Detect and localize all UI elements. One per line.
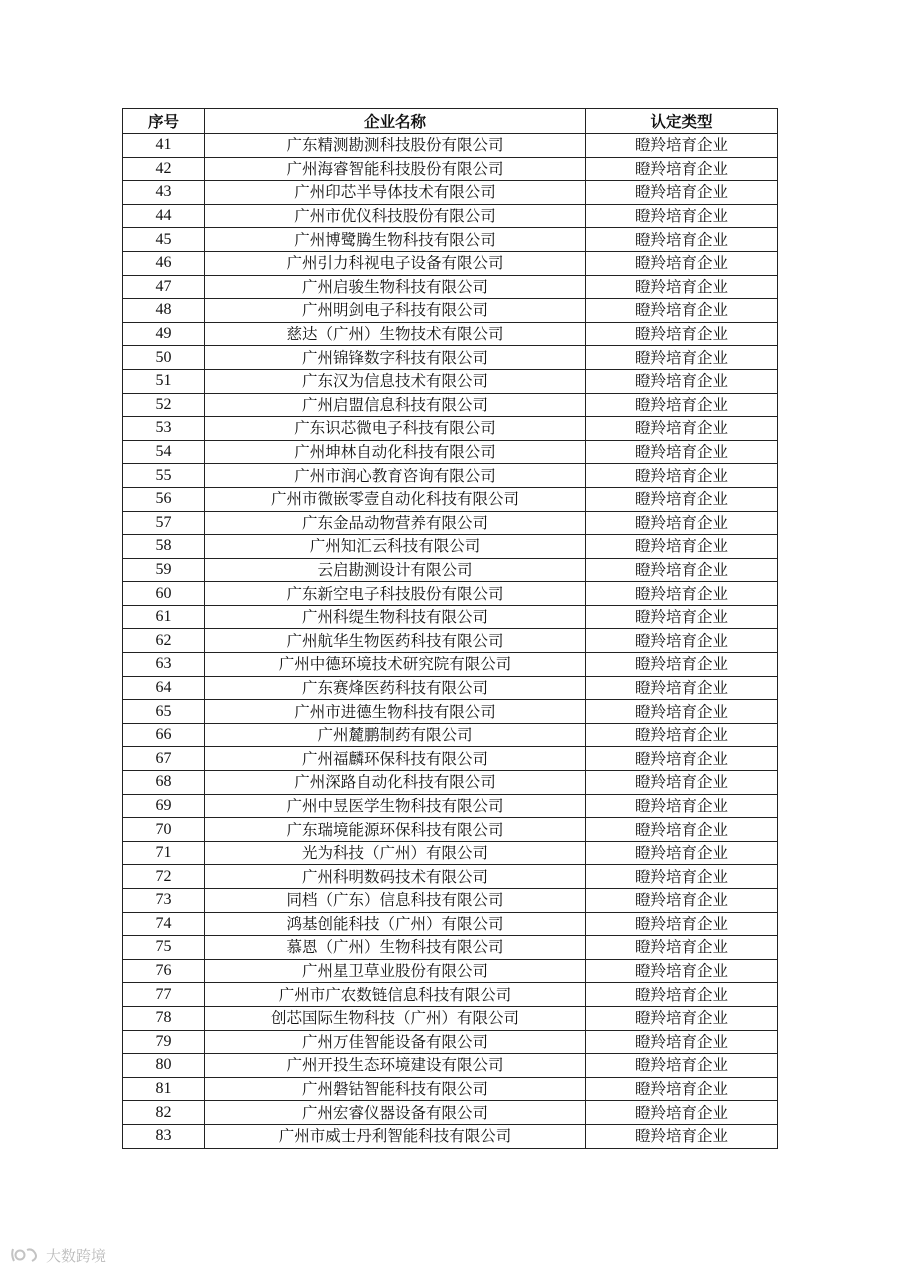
- row-certification-type: 瞪羚培育企业: [586, 605, 778, 629]
- row-company-name: 慈达（广州）生物技术有限公司: [205, 322, 586, 346]
- table-row: [123, 1077, 778, 1101]
- row-company-name: 广州深路自动化科技有限公司: [205, 771, 586, 795]
- row-serial: 51: [123, 369, 205, 393]
- row-serial: 68: [123, 771, 205, 795]
- header-certification-type: 认定类型: [586, 109, 778, 134]
- table-row: [123, 346, 778, 370]
- row-serial: 73: [123, 889, 205, 913]
- row-certification-type: 瞪羚培育企业: [586, 841, 778, 865]
- row-serial: 43: [123, 181, 205, 205]
- row-serial: 61: [123, 605, 205, 629]
- row-company-name: 广州开投生态环境建设有限公司: [205, 1054, 586, 1078]
- table-row: [123, 1101, 778, 1125]
- row-serial: 55: [123, 464, 205, 488]
- row-serial: 49: [123, 322, 205, 346]
- row-serial: 60: [123, 582, 205, 606]
- header-row: [123, 109, 778, 134]
- row-certification-type: 瞪羚培育企业: [586, 676, 778, 700]
- row-serial: 54: [123, 440, 205, 464]
- table-row: [123, 818, 778, 842]
- row-serial: 64: [123, 676, 205, 700]
- table-row: [123, 771, 778, 795]
- row-serial: 48: [123, 299, 205, 323]
- row-company-name: 广州知汇云科技有限公司: [205, 535, 586, 559]
- table-row: [123, 865, 778, 889]
- row-certification-type: 瞪羚培育企业: [586, 464, 778, 488]
- row-company-name: 广州坤林自动化科技有限公司: [205, 440, 586, 464]
- table-row: [123, 1006, 778, 1030]
- row-company-name: 创芯国际生物科技（广州）有限公司: [205, 1006, 586, 1030]
- row-serial: 75: [123, 936, 205, 960]
- row-certification-type: 瞪羚培育企业: [586, 181, 778, 205]
- row-serial: 47: [123, 275, 205, 299]
- row-serial: 72: [123, 865, 205, 889]
- row-company-name: 广州引力科视电子设备有限公司: [205, 251, 586, 275]
- row-serial: 71: [123, 841, 205, 865]
- table-row: [123, 181, 778, 205]
- row-serial: 77: [123, 983, 205, 1007]
- row-company-name: 广州启骏生物科技有限公司: [205, 275, 586, 299]
- row-serial: 83: [123, 1124, 205, 1148]
- table-row: [123, 676, 778, 700]
- row-certification-type: 瞪羚培育企业: [586, 204, 778, 228]
- row-serial: 46: [123, 251, 205, 275]
- row-company-name: 广东精测勘测科技股份有限公司: [205, 134, 586, 158]
- table-row: [123, 582, 778, 606]
- table-row: [123, 393, 778, 417]
- row-company-name: 云启勘测设计有限公司: [205, 558, 586, 582]
- row-serial: 59: [123, 558, 205, 582]
- row-company-name: 广州市威士丹利智能科技有限公司: [205, 1124, 586, 1148]
- row-certification-type: 瞪羚培育企业: [586, 794, 778, 818]
- brand-logo-icon: [10, 1246, 40, 1264]
- row-company-name: 广州锦锋数字科技有限公司: [205, 346, 586, 370]
- table-row: [123, 417, 778, 441]
- table-row: [123, 440, 778, 464]
- row-serial: 53: [123, 417, 205, 441]
- row-serial: 62: [123, 629, 205, 653]
- row-company-name: 广东赛烽医药科技有限公司: [205, 676, 586, 700]
- row-company-name: 鸿基创能科技（广州）有限公司: [205, 912, 586, 936]
- table-row: [123, 653, 778, 677]
- table-row: [123, 157, 778, 181]
- row-certification-type: 瞪羚培育企业: [586, 959, 778, 983]
- row-serial: 80: [123, 1054, 205, 1078]
- table-row: [123, 794, 778, 818]
- row-certification-type: 瞪羚培育企业: [586, 1101, 778, 1125]
- table-row: [123, 487, 778, 511]
- row-certification-type: 瞪羚培育企业: [586, 1006, 778, 1030]
- row-company-name: 广东金品动物营养有限公司: [205, 511, 586, 535]
- row-serial: 52: [123, 393, 205, 417]
- row-certification-type: 瞪羚培育企业: [586, 299, 778, 323]
- table-row: [123, 1030, 778, 1054]
- row-company-name: 广州科明数码技术有限公司: [205, 865, 586, 889]
- row-company-name: 广州启盟信息科技有限公司: [205, 393, 586, 417]
- row-serial: 79: [123, 1030, 205, 1054]
- row-certification-type: 瞪羚培育企业: [586, 228, 778, 252]
- row-company-name: 广东汉为信息技术有限公司: [205, 369, 586, 393]
- header-company-name: 企业名称: [205, 109, 586, 134]
- row-certification-type: 瞪羚培育企业: [586, 134, 778, 158]
- row-company-name: 广州万佳智能设备有限公司: [205, 1030, 586, 1054]
- row-certification-type: 瞪羚培育企业: [586, 535, 778, 559]
- row-serial: 42: [123, 157, 205, 181]
- table-body: [123, 134, 778, 1149]
- table-row: [123, 535, 778, 559]
- row-certification-type: 瞪羚培育企业: [586, 889, 778, 913]
- table-row: [123, 511, 778, 535]
- table-row: [123, 700, 778, 724]
- row-certification-type: 瞪羚培育企业: [586, 747, 778, 771]
- table-row: [123, 275, 778, 299]
- row-serial: 57: [123, 511, 205, 535]
- table-row: [123, 889, 778, 913]
- row-certification-type: 瞪羚培育企业: [586, 346, 778, 370]
- row-serial: 63: [123, 653, 205, 677]
- row-serial: 70: [123, 818, 205, 842]
- row-company-name: 广东新空电子科技股份有限公司: [205, 582, 586, 606]
- row-company-name: 广州明剑电子科技有限公司: [205, 299, 586, 323]
- row-company-name: 广州磐钴智能科技有限公司: [205, 1077, 586, 1101]
- row-serial: 41: [123, 134, 205, 158]
- table-row: [123, 464, 778, 488]
- row-certification-type: 瞪羚培育企业: [586, 322, 778, 346]
- watermark: [10, 1244, 106, 1266]
- row-serial: 81: [123, 1077, 205, 1101]
- header-serial: 序号: [123, 109, 205, 134]
- table-row: [123, 629, 778, 653]
- row-serial: 74: [123, 912, 205, 936]
- row-company-name: 广州市润心教育咨询有限公司: [205, 464, 586, 488]
- table-row: [123, 723, 778, 747]
- row-certification-type: 瞪羚培育企业: [586, 936, 778, 960]
- row-certification-type: 瞪羚培育企业: [586, 487, 778, 511]
- row-company-name: 广州印芯半导体技术有限公司: [205, 181, 586, 205]
- row-company-name: 广东识芯微电子科技有限公司: [205, 417, 586, 441]
- row-certification-type: 瞪羚培育企业: [586, 1054, 778, 1078]
- table-row: [123, 251, 778, 275]
- table-row: [123, 983, 778, 1007]
- row-company-name: 广州市进德生物科技有限公司: [205, 700, 586, 724]
- row-company-name: 慕恩（广州）生物科技有限公司: [205, 936, 586, 960]
- row-serial: 44: [123, 204, 205, 228]
- row-serial: 76: [123, 959, 205, 983]
- watermark-text: 大数跨境: [46, 1246, 107, 1265]
- row-certification-type: 瞪羚培育企业: [586, 912, 778, 936]
- row-serial: 78: [123, 1006, 205, 1030]
- table-row: [123, 369, 778, 393]
- table-row: [123, 299, 778, 323]
- row-company-name: 广州航华生物医药科技有限公司: [205, 629, 586, 653]
- row-certification-type: 瞪羚培育企业: [586, 629, 778, 653]
- row-company-name: 广州宏睿仪器设备有限公司: [205, 1101, 586, 1125]
- row-company-name: 广州麓鹏制药有限公司: [205, 723, 586, 747]
- table-row: [123, 1124, 778, 1148]
- row-certification-type: 瞪羚培育企业: [586, 393, 778, 417]
- row-certification-type: 瞪羚培育企业: [586, 157, 778, 181]
- row-company-name: 广州市广农数链信息科技有限公司: [205, 983, 586, 1007]
- row-serial: 58: [123, 535, 205, 559]
- row-serial: 66: [123, 723, 205, 747]
- table-row: [123, 841, 778, 865]
- row-certification-type: 瞪羚培育企业: [586, 983, 778, 1007]
- table-header: [123, 109, 778, 134]
- row-serial: 56: [123, 487, 205, 511]
- row-serial: 65: [123, 700, 205, 724]
- row-serial: 69: [123, 794, 205, 818]
- row-company-name: 广州博鹭腾生物科技有限公司: [205, 228, 586, 252]
- row-company-name: 广州科缇生物科技有限公司: [205, 605, 586, 629]
- row-certification-type: 瞪羚培育企业: [586, 275, 778, 299]
- table-row: [123, 322, 778, 346]
- table-row: [123, 912, 778, 936]
- row-certification-type: 瞪羚培育企业: [586, 653, 778, 677]
- table-row: [123, 558, 778, 582]
- table-row: [123, 959, 778, 983]
- table-row: [123, 936, 778, 960]
- table-row: [123, 1054, 778, 1078]
- row-serial: 67: [123, 747, 205, 771]
- table-row: [123, 605, 778, 629]
- row-company-name: 广东瑞境能源环保科技有限公司: [205, 818, 586, 842]
- row-serial: 45: [123, 228, 205, 252]
- row-certification-type: 瞪羚培育企业: [586, 582, 778, 606]
- row-certification-type: 瞪羚培育企业: [586, 369, 778, 393]
- row-certification-type: 瞪羚培育企业: [586, 1077, 778, 1101]
- row-certification-type: 瞪羚培育企业: [586, 865, 778, 889]
- row-certification-type: 瞪羚培育企业: [586, 771, 778, 795]
- row-company-name: 光为科技（广州）有限公司: [205, 841, 586, 865]
- row-certification-type: 瞪羚培育企业: [586, 700, 778, 724]
- table-row: [123, 134, 778, 158]
- row-company-name: 广州市微嵌零壹自动化科技有限公司: [205, 487, 586, 511]
- table-row: [123, 228, 778, 252]
- company-table: [122, 108, 778, 1149]
- row-company-name: 广州中昱医学生物科技有限公司: [205, 794, 586, 818]
- company-table-container: [122, 108, 777, 1149]
- row-certification-type: 瞪羚培育企业: [586, 1030, 778, 1054]
- row-company-name: 广州中德环境技术研究院有限公司: [205, 653, 586, 677]
- row-serial: 82: [123, 1101, 205, 1125]
- row-certification-type: 瞪羚培育企业: [586, 440, 778, 464]
- row-serial: 50: [123, 346, 205, 370]
- row-company-name: 广州星卫草业股份有限公司: [205, 959, 586, 983]
- row-certification-type: 瞪羚培育企业: [586, 723, 778, 747]
- row-company-name: 广州市优仪科技股份有限公司: [205, 204, 586, 228]
- row-certification-type: 瞪羚培育企业: [586, 251, 778, 275]
- row-certification-type: 瞪羚培育企业: [586, 417, 778, 441]
- row-certification-type: 瞪羚培育企业: [586, 1124, 778, 1148]
- row-certification-type: 瞪羚培育企业: [586, 558, 778, 582]
- row-company-name: 广州海睿智能科技股份有限公司: [205, 157, 586, 181]
- row-company-name: 同档（广东）信息科技有限公司: [205, 889, 586, 913]
- table-row: [123, 204, 778, 228]
- row-certification-type: 瞪羚培育企业: [586, 818, 778, 842]
- row-company-name: 广州福麟环保科技有限公司: [205, 747, 586, 771]
- table-row: [123, 747, 778, 771]
- row-certification-type: 瞪羚培育企业: [586, 511, 778, 535]
